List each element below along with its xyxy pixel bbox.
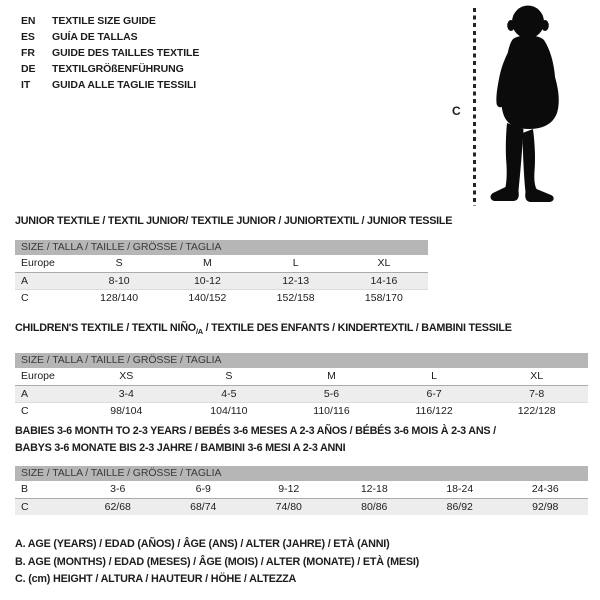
footnote-b: B. AGE (MONTHS) / EDAD (MESES) / ÂGE (MOIS) / ALTER (MONATE) / ETÀ (MESI) (15, 555, 420, 568)
table-size-header: SIZE / TALLA / TAILLE / GRÖSSE / TAGLIA (15, 466, 588, 481)
lang-title: TEXTILGRÖßENFÜHRUNG (52, 63, 184, 75)
table-cell: S (115, 257, 123, 269)
heading-text: CHILDREN'S TEXTILE / TEXTIL NIÑO (15, 322, 196, 334)
footnotes (15, 536, 419, 589)
table-cell: L (292, 257, 299, 269)
table-cell: 104/110 (210, 405, 248, 418)
table-cell: 110/116 (313, 405, 350, 418)
lang-code: ES (21, 31, 35, 43)
table-row (15, 289, 428, 306)
table-cell: 3-4 (118, 388, 134, 401)
babies-size-table (15, 466, 588, 515)
row-label: A (21, 388, 29, 401)
table-cell: 68/74 (190, 501, 217, 513)
heading-line: BABIES 3-6 MONTH TO 2-3 YEARS / BEBÉS 3-6 MESES A 2-3 AÑOS / BÉBÉS 3-6 MOIS À 2-3 ANS / (15, 425, 496, 437)
section-heading (15, 423, 588, 457)
table-cell: 14-16 (370, 275, 398, 287)
heading-subscript: /A (195, 327, 203, 337)
table-cell: 86/92 (446, 501, 473, 513)
footnote-a: A. AGE (YEARS) / EDAD (AÑOS) / ÂGE (ANS) / ALTER (JAHRE) / ETÀ (ANNI) (15, 538, 390, 550)
table-cell: 10-12 (193, 275, 221, 287)
lang-code: DE (21, 63, 36, 75)
table-cell: 3-6 (110, 483, 126, 495)
table-cell: M (327, 370, 336, 383)
table-cell: XS (119, 370, 134, 383)
row-label: C (21, 292, 29, 304)
lang-code: FR (21, 47, 35, 59)
section-junior-textile (15, 215, 453, 306)
table-cell: 8-10 (108, 275, 130, 287)
height-measure-dashed-line (473, 8, 476, 206)
lang-title: TEXTILE SIZE GUIDE (52, 15, 156, 27)
lang-code: IT (21, 79, 31, 91)
table-cell: 4-5 (221, 388, 237, 401)
lang-title: GUIDA ALLE TAGLIE TESSILI (52, 79, 197, 91)
table-cell: 116/122 (415, 405, 453, 418)
table-cell: 140/152 (188, 292, 227, 304)
heading-text: / TEXTILE DES ENFANTS / KINDERTEXTIL / BAMBINI TESSILE (202, 322, 512, 334)
table-cell: 74/80 (275, 501, 302, 513)
table-cell: 9-12 (278, 483, 300, 495)
table-cell: 158/170 (364, 292, 403, 304)
lang-title: GUIDE DES TAILLES TEXTILE (52, 47, 200, 59)
row-label: Europe (21, 257, 55, 269)
table-cell: L (431, 370, 437, 383)
table-cell: 24-36 (531, 483, 559, 495)
table-cell: 12-13 (282, 275, 310, 287)
table-cell: 6-7 (426, 388, 442, 401)
height-measure-label: C (452, 104, 461, 118)
junior-size-table (15, 240, 428, 306)
table-size-header: SIZE / TALLA / TAILLE / GRÖSSE / TAGLIA (15, 353, 588, 368)
table-row (15, 402, 588, 419)
row-label: C (21, 405, 29, 418)
footnote-c: C. (cm) HEIGHT / ALTURA / HAUTEUR / HÖHE / ALTEZZA (15, 573, 297, 585)
table-row (15, 481, 588, 498)
lang-code: EN (21, 15, 36, 27)
table-cell: 6-9 (195, 483, 211, 495)
section-childrens-textile (15, 322, 588, 419)
table-cell: 98/104 (110, 405, 143, 418)
table-cell: M (203, 257, 212, 269)
language-legend (21, 13, 199, 93)
table-row (15, 385, 588, 402)
row-label: Europe (21, 370, 55, 383)
section-heading: JUNIOR TEXTILE / TEXTIL JUNIOR/ TEXTILE JUNIOR / JUNIORTEXTIL / JUNIOR TESSILE (15, 215, 453, 227)
table-cell: 92/98 (532, 501, 559, 513)
table-cell: S (225, 370, 233, 383)
table-cell: 128/140 (100, 292, 139, 304)
row-label: A (21, 275, 29, 287)
row-label: B (21, 483, 29, 495)
table-cell: XL (530, 370, 544, 383)
table-cell: 122/128 (517, 405, 556, 418)
table-row (15, 368, 588, 385)
table-row (15, 272, 428, 289)
table-cell: XL (377, 257, 391, 269)
table-cell: 80/86 (361, 501, 388, 513)
table-size-header: SIZE / TALLA / TAILLE / GRÖSSE / TAGLIA (15, 240, 428, 255)
toddler-silhouette-icon (480, 5, 584, 211)
section-babies-textile (15, 423, 588, 515)
table-cell: 5-6 (323, 388, 340, 401)
table-row (15, 255, 428, 272)
table-cell: 7-8 (529, 388, 545, 401)
table-row (15, 498, 588, 515)
table-cell: 18-24 (446, 483, 474, 495)
table-cell: 12-18 (360, 483, 388, 495)
table-cell: 62/68 (104, 501, 131, 513)
heading-line: BABYS 3-6 MONATE BIS 2-3 JAHRE / BAMBINI 3-6 MESI A 2-3 ANNI (15, 442, 346, 454)
table-cell: 152/158 (276, 292, 315, 304)
row-label: C (21, 501, 29, 513)
children-size-table (15, 353, 588, 419)
lang-title: GUÍA DE TALLAS (52, 31, 138, 43)
section-heading (15, 322, 588, 338)
